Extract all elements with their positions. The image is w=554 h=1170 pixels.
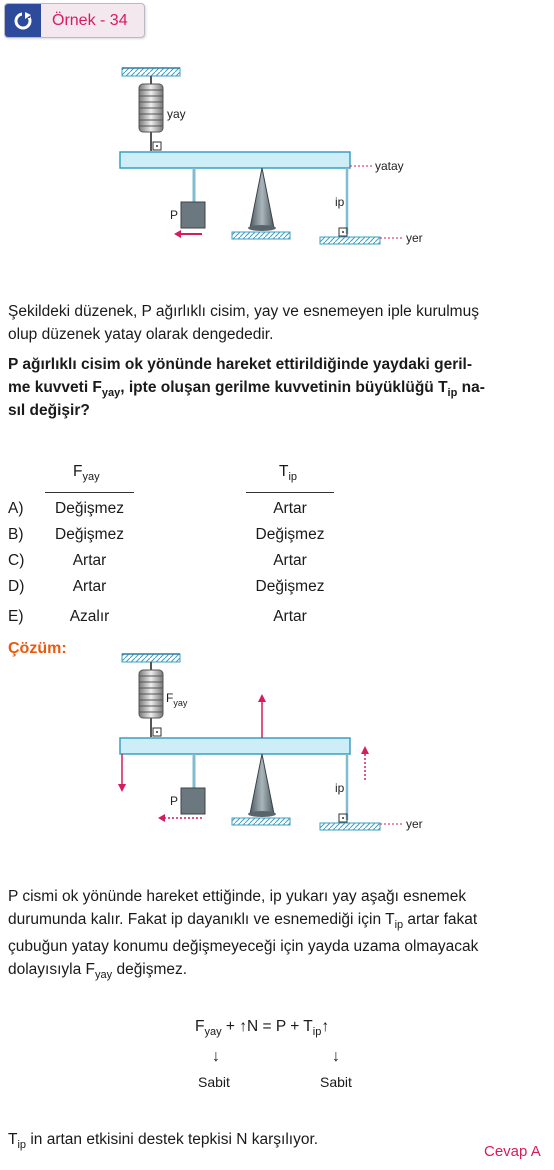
ground bbox=[320, 237, 380, 244]
col-header-tip bbox=[279, 463, 297, 481]
eq-f-sub: yay bbox=[204, 1026, 222, 1038]
question-line: P ağırlıklı cisim ok yönünde hareket ettirildiğinde yaydaki geril- bbox=[8, 356, 473, 373]
option-a-letter[interactable]: A) bbox=[8, 500, 24, 517]
question-bold bbox=[8, 353, 548, 422]
horizontal-label: yatay bbox=[375, 159, 404, 173]
col-sub: yay bbox=[82, 471, 100, 483]
f-sub: yay bbox=[173, 698, 188, 708]
col-main: F bbox=[73, 463, 83, 480]
option-b-fyay: Değişmez bbox=[55, 526, 124, 543]
col-rule bbox=[246, 492, 334, 493]
option-b-tip: Değişmez bbox=[255, 526, 325, 543]
q-text: na- bbox=[457, 379, 485, 396]
f-text: in artan etkisini destek tepkisi N karşılıyor. bbox=[26, 1131, 319, 1148]
down-arrow-icon: ↓ bbox=[212, 1048, 220, 1065]
equation bbox=[195, 1018, 329, 1036]
paragraph-line: olup düzenek yatay olarak dengededir. bbox=[8, 326, 274, 343]
eq-mid: + ↑N = P + T bbox=[221, 1018, 313, 1035]
s-text: artar fakat bbox=[403, 911, 478, 928]
f-main: F bbox=[166, 691, 174, 705]
s-text: değişmez. bbox=[112, 961, 188, 978]
spring-force-label bbox=[166, 691, 188, 708]
option-c-letter[interactable]: C) bbox=[8, 552, 25, 569]
ground-label: yer bbox=[406, 817, 423, 831]
solution-paragraph bbox=[8, 885, 548, 981]
option-e-fyay: Azalır bbox=[69, 608, 110, 625]
option-a-fyay: Değişmez bbox=[55, 500, 124, 517]
beam bbox=[120, 152, 350, 168]
solution-line: P cismi ok yönünde hareket ettiğinde, ip yukarı yay aşağı esnemek bbox=[8, 888, 467, 905]
string-label: ip bbox=[335, 195, 345, 209]
paragraph-line: Şekildeki düzenek, P ağırlıklı cisim, yay ve esnemeyen iple kurulmuş bbox=[8, 303, 479, 320]
col-sub: ip bbox=[288, 471, 298, 483]
q-text: , ipte oluşan gerilme kuvvetinin büyüklüğü T bbox=[120, 379, 448, 396]
q-sub: yay bbox=[101, 387, 121, 399]
figure-1 bbox=[110, 62, 440, 252]
support-ground bbox=[232, 232, 290, 239]
option-d-fyay: Artar bbox=[72, 578, 107, 595]
question-line bbox=[8, 376, 548, 399]
option-e-tip: Artar bbox=[273, 608, 307, 625]
option-a-tip: Artar bbox=[273, 500, 307, 517]
spring bbox=[139, 84, 163, 132]
spring bbox=[139, 670, 163, 718]
eq-t-sub: ip bbox=[312, 1026, 322, 1038]
spring-label: yay bbox=[167, 107, 186, 121]
col-rule bbox=[45, 492, 134, 493]
solution-line bbox=[8, 958, 548, 981]
option-e-letter[interactable]: E) bbox=[8, 608, 24, 625]
down-arrow-icon: ↓ bbox=[332, 1048, 340, 1065]
sabit-right: Sabit bbox=[320, 1074, 352, 1090]
figure-2 bbox=[110, 648, 440, 838]
q-text: me kuvveti F bbox=[8, 379, 102, 396]
solution-heading: Çözüm: bbox=[8, 640, 67, 657]
eq-f: F bbox=[195, 1018, 205, 1035]
col-main: T bbox=[279, 463, 289, 480]
s-text: dolayısıyla F bbox=[8, 961, 96, 978]
f-sub: ip bbox=[17, 1139, 27, 1151]
ceiling bbox=[122, 654, 180, 662]
refresh-icon bbox=[13, 11, 33, 31]
beam bbox=[120, 738, 350, 754]
final-line bbox=[8, 1128, 318, 1151]
support-cone bbox=[250, 754, 274, 814]
solution-line: çubuğun yatay konumu değişmeyeceği için yayda uzama olmayacak bbox=[8, 938, 479, 955]
f-text: T bbox=[8, 1131, 18, 1148]
answer-label: Cevap A bbox=[484, 1143, 541, 1160]
s-sub: ip bbox=[394, 919, 404, 931]
solution-line bbox=[8, 908, 548, 931]
example-badge bbox=[4, 3, 145, 38]
option-d-letter[interactable]: D) bbox=[8, 578, 25, 595]
example-title: Örnek - 34 bbox=[52, 12, 128, 29]
option-d-tip: Değişmez bbox=[255, 578, 325, 595]
question-line: sıl değişir? bbox=[8, 402, 90, 419]
option-b-letter[interactable]: B) bbox=[8, 526, 24, 543]
weight-block bbox=[181, 788, 205, 814]
string-label: ip bbox=[335, 781, 345, 795]
support-ground bbox=[232, 818, 290, 825]
q-sub: ip bbox=[447, 387, 458, 399]
weight-label: P bbox=[170, 794, 179, 808]
s-sub: yay bbox=[95, 969, 113, 981]
ground bbox=[320, 823, 380, 830]
ground-label: yer bbox=[406, 231, 423, 245]
s-text: durumunda kalır. Fakat ip dayanıklı ve esnemediği için T bbox=[8, 911, 395, 928]
option-c-tip: Artar bbox=[273, 552, 307, 569]
col-header-fyay bbox=[73, 463, 100, 481]
support-cone bbox=[250, 168, 274, 228]
question-paragraph bbox=[8, 300, 548, 346]
option-c-fyay: Artar bbox=[72, 552, 107, 569]
ceiling bbox=[122, 68, 180, 76]
sabit-left: Sabit bbox=[198, 1074, 230, 1090]
weight-block bbox=[181, 202, 205, 228]
up-arrow-icon: ↑ bbox=[321, 1018, 330, 1035]
badge-icon-box bbox=[5, 4, 41, 37]
weight-label: P bbox=[170, 208, 179, 222]
